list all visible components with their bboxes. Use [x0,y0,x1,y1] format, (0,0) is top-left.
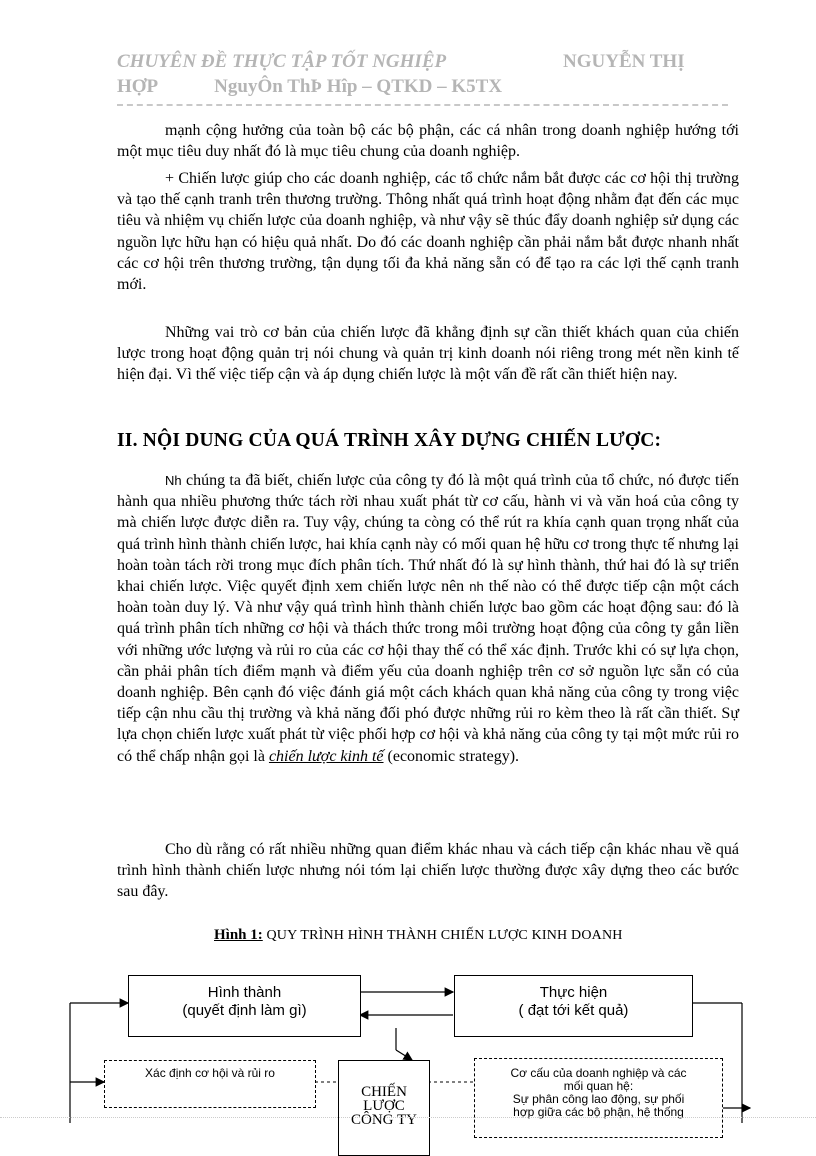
paragraph-4-c: (economic strategy). [383,747,520,765]
thuc-hien-subtitle: ( đạt tới kết quả) [518,1002,629,1019]
hinh-thanh-subtitle: (quyết định làm gì) [182,1002,307,1019]
hinh-thanh-title: Hình thành [207,984,282,1001]
header-author-2: HỢP [117,76,159,97]
figure-title: QUY TRÌNH HÌNH THÀNH CHIẾN LƯỢC KINH DOANH [262,928,623,943]
co-cau-line-1: Cơ cấu của doanh nghiệp và các [510,1066,687,1080]
page-cut-line [0,1117,816,1118]
economic-strategy-link[interactable]: chiến lược kinh tế [268,747,384,765]
co-cau-line-2: mối quan hệ: [563,1079,634,1093]
header-subtitle: NguyÔn ThÞ Hîp – QTKD – K5TX [214,76,503,97]
chien-luoc-line-3: CÔNG TY [351,1112,417,1128]
box-co-hoi-rui-ro [104,1060,316,1108]
nh-fragment-2: nh [469,579,484,595]
co-cau-line-3: Sự phân công lao động, sự phối [512,1092,685,1106]
chien-luoc-line-2: LƯỢC [363,1098,405,1114]
section-heading: II. NỘI DUNG CỦA QUÁ TRÌNH XÂY DỰNG CHIẾN LƯỢC: [117,430,662,451]
paragraph-4-a: chúng ta đã biết, chiến lược của công ty đó là một quá trình của tổ chức, nó được tiến hành qua nhiều phương thức tách rời nhau xuất phát từ cơ cấu, hành vi và văn hoá của công ty mà chiến lược được diễn ra. Tuy vậy, chúng ta còng có thể rút ra khía cạnh quan trọng nhất của quá trình hình thành chiến lược, hai khía cạnh này có mối quan hệ hữu cơ trong thực tế nhưng lại hoàn toàn tách rời trong mục đích phân tích. Thứ nhất đó là sự hình thành, thứ hai đó là sự triển khai chiến lược. Việc quyết định xem chiến lược nên [117,472,739,596]
arrow-to-chien-luoc [396,1050,412,1060]
header-title: CHUYÊN ĐỀ THỰC TẬP TỐT NGHIỆP [117,51,447,72]
paragraph-3-text: Những vai trò cơ bản của chiến lược đã khẳng định sự cần thiết khách quan của chiến lược trong hoạt động quản trị nói chung và quản trị kinh doanh nói riêng trong mét nền kinh tế hiện đại. Vì thế việc tiếp cận và áp dụng chiến lược là một vấn đề rất cần thiết hiện nay. [117,324,739,384]
figure-label: Hình 1: [214,927,263,943]
thuc-hien-title: Thực hiện [539,984,608,1001]
chien-luoc-line-1: CHIẾN [361,1084,407,1100]
paragraph-4-b: thế nào có thể được tiếp cận một cách hoàn toàn duy lý. Và như vậy quá trình hình thành chiến lược bao gồm các hoạt động sau: đó là quá trình phân tích những cơ hội và thách thức trong môi trường hoạt động của công ty gắn liền với những ước lượng và rủi ro của các cơ hội thay thế có thể xác định. Trước khi có sự lựa chọn, cần phải phân tích điểm mạnh và điểm yếu của doanh nghiệp trên cơ sở nguồn lực sẵn có của doanh nghiệp. Bên cạnh đó việc đánh giá một cách khách quan khả năng của công ty trong việc tiếp cận nhu cầu thị trường và khả năng đối phó được những rủi ro kèm theo là rất cần thiết. Sự lựa chọn chiến lược xuất phát từ việc phối hợp cơ hội và khả năng của công ty tại một mức rủi ro có thể chấp nhận gọi là [117,578,740,765]
header-author-1: NGUYỄN THỊ [563,51,685,72]
co-hoi-text: Xác định cơ hội và rủi ro [145,1066,275,1080]
box-thuc-hien [454,975,693,1037]
paragraph-5-text: Cho dù rằng có rất nhiều những quan điểm khác nhau và cách tiếp cận khác nhau về quá trình hình thành chiến lược nhưng nói tóm lại chiến lược thường được xây dựng theo các bước sau đây. [117,841,739,901]
co-cau-line-4: hợp giữa các bộ phận, hệ thống [513,1105,684,1119]
paragraph-2-text: + Chiến lược giúp cho các doanh nghiệp, các tổ chức nắm bắt được các cơ hội thị trường và tạo thế cạnh tranh trên thương trường. Thông nhất quá trình hoạt động nhằm đạt đến các mục tiêu và nhiệm vụ chiến lược của doanh nghiệp, và như vậy sẽ thúc đẩy doanh nghiệp sử dụng các nguồn lực hữu hạn có hiệu quả nhất. Do đó các doanh nghiệp cần phải nắm bắt được nhanh nhất các cơ hội trên thương trường, tận dụng tối đa khả năng sẵn có để tạo ra các lợi thế cạnh tranh mới. [117,170,739,294]
paragraph-1-text: mạnh cộng hưởng của toàn bộ các bộ phận, các cá nhân trong doanh nghiệp hướng tới một mục tiêu duy nhất đó là mục tiêu chung của doanh nghiệp. [117,122,739,161]
box-co-cau [474,1058,723,1138]
nh-fragment-1: Nh [165,473,182,488]
box-chien-luoc [338,1060,430,1156]
box-hinh-thanh [128,975,361,1037]
